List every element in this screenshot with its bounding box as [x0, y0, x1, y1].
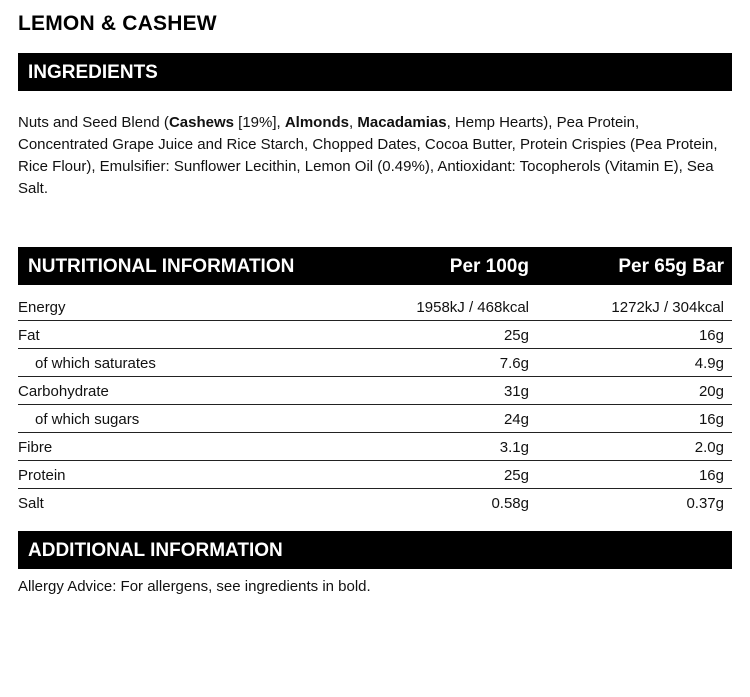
value-per-100g: 25g	[503, 327, 529, 344]
ingredient-text: ,	[349, 114, 358, 131]
nutrient-label: Protein	[18, 467, 66, 484]
value-per-100g: 25g	[503, 467, 529, 484]
nutrient-label: of which saturates	[35, 355, 156, 372]
nutrient-label: Salt	[18, 495, 44, 512]
nutrition-row	[18, 461, 732, 489]
value-per-bar: 16g	[698, 467, 724, 484]
value-per-100g: 7.6g	[499, 355, 529, 372]
nutrition-row	[18, 293, 732, 321]
column-header-per-bar: Per 65g Bar	[618, 256, 724, 277]
additional-header	[18, 531, 732, 569]
nutrition-header	[18, 247, 732, 285]
additional-heading: ADDITIONAL INFORMATION	[28, 540, 283, 561]
allergy-advice: Allergy Advice: For allergens, see ingredients in bold.	[18, 578, 371, 595]
value-per-100g: 0.58g	[491, 495, 529, 512]
value-per-bar: 20g	[698, 383, 724, 400]
nutrition-row	[18, 489, 732, 517]
ingredients-heading: INGREDIENTS	[28, 62, 158, 83]
nutrient-label: Carbohydrate	[18, 383, 109, 400]
ingredient-text: Nuts and Seed Blend (	[18, 114, 169, 131]
value-per-100g: 31g	[503, 383, 529, 400]
nutrition-row	[18, 377, 732, 405]
value-per-bar: 4.9g	[694, 355, 724, 372]
ingredient-text: [19%],	[233, 114, 285, 131]
value-per-bar: 1272kJ / 304kcal	[611, 299, 724, 316]
value-per-bar: 0.37g	[686, 495, 724, 512]
allergen-ingredient: Cashews	[168, 114, 234, 131]
nutrient-label: Fat	[18, 327, 40, 344]
ingredients-header	[18, 53, 732, 91]
value-per-100g: 1958kJ / 468kcal	[416, 299, 529, 316]
nutrition-row	[18, 405, 732, 433]
nutrient-label: Energy	[18, 299, 66, 316]
nutrition-row	[18, 349, 732, 377]
product-title: LEMON & CASHEW	[18, 12, 217, 35]
nutrition-row	[18, 433, 732, 461]
nutrient-label: of which sugars	[35, 411, 140, 428]
value-per-bar: 16g	[698, 411, 724, 428]
allergen-ingredient: Macadamias	[357, 114, 447, 131]
nutrition-table	[18, 293, 732, 517]
value-per-100g: 24g	[503, 411, 529, 428]
ingredient-text: , Hemp Hearts), Pea Protein, Concentrated Grape Juice and Rice Starch, Chopped Dates, Cocoa Butter, Protein Crispies (Pea Protein, Rice Flour), Emulsifier: Sunflower Lecithin, Lemon Oil (0.49%), Antioxidant: Tocopherols (Vitamin E), Sea Salt.	[18, 114, 718, 197]
nutrient-label: Fibre	[18, 439, 53, 456]
nutrition-heading: NUTRITIONAL INFORMATION	[28, 256, 295, 277]
ingredients-list	[18, 112, 728, 200]
value-per-bar: 16g	[698, 327, 724, 344]
allergen-ingredient: Almonds	[284, 114, 350, 131]
nutrition-row	[18, 321, 732, 349]
column-header-per-100g: Per 100g	[449, 256, 529, 277]
value-per-100g: 3.1g	[499, 439, 529, 456]
value-per-bar: 2.0g	[694, 439, 724, 456]
